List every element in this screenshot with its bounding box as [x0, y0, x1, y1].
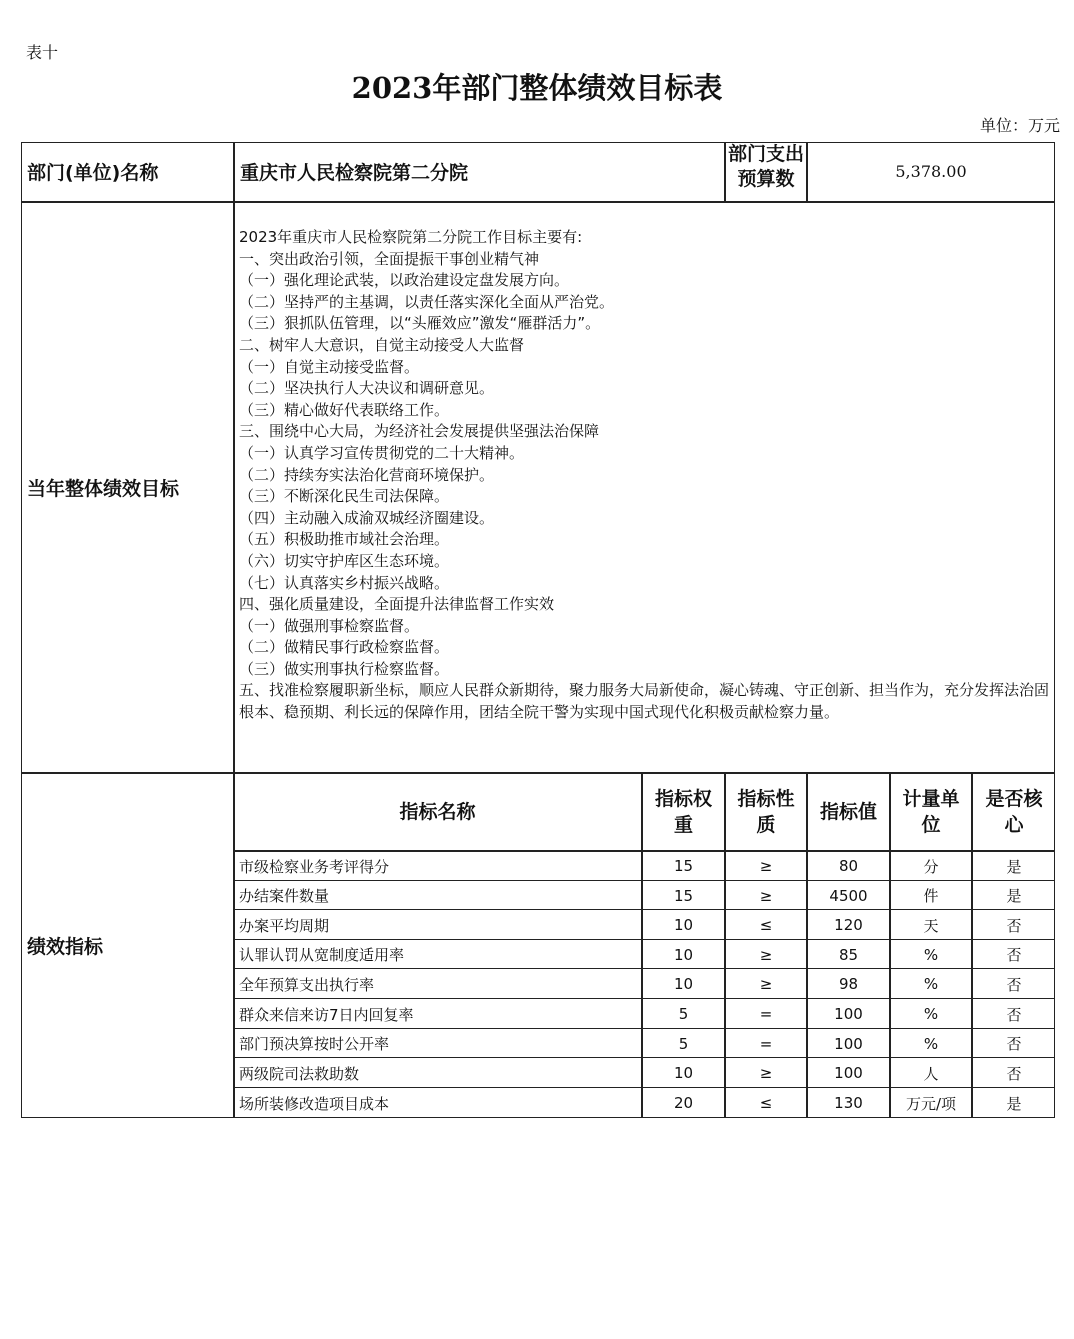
- goal-line: （三）做实刑事执行检察监督。: [239, 659, 450, 678]
- table-number-label: 表十: [26, 43, 59, 62]
- goal-line: （五）积极助推市域社会治理。: [239, 530, 450, 549]
- indicator-value: 100: [834, 1005, 863, 1023]
- indicator-unit: 万元/项: [905, 1094, 957, 1113]
- goal-final-paragraph: 五、找准检察履职新坐标，顺应人民群众新期待，聚力服务大局新使命，凝心铸魂、守正创新、担当作为，充分发挥法治固根本、稳预期、利长远的保障作用，团结全院干警为实现中国式现代化积极贡献检察力量。: [239, 681, 1050, 722]
- goal-line: （六）切实守护库区生态环境。: [239, 551, 450, 570]
- goals-label: 当年整体绩效目标: [27, 478, 180, 500]
- goal-line: （二）持续夯实法治化营商环境保护。: [239, 465, 495, 484]
- goal-line: （二）坚持严的主基调，以责任落实深化全面从严治党。: [239, 292, 615, 311]
- indicator-weight: 5: [678, 1005, 689, 1023]
- goal-line: （一）自觉主动接受监督。: [239, 357, 420, 376]
- indicator-weight: 10: [673, 945, 694, 964]
- header-indicator-weight: 指标权重: [654, 787, 712, 836]
- goal-line: （二）坚决执行人大决议和调研意见。: [239, 379, 495, 398]
- indicator-core: 否: [1006, 916, 1022, 935]
- indicator-nature: =: [759, 1034, 773, 1053]
- indicator-value: 130: [834, 1094, 863, 1112]
- indicator-name: 办结案件数量: [239, 887, 330, 905]
- indicator-nature: ≥: [759, 975, 773, 993]
- dept-name-value: 重庆市人民检察院第二分院: [240, 162, 469, 184]
- goal-line: （四）主动融入成渝双城经济圈建设。: [239, 508, 495, 527]
- indicator-nature: ≤: [759, 916, 773, 934]
- indicator-unit: %: [923, 1034, 939, 1053]
- indicator-weight: 15: [673, 857, 694, 875]
- goal-line: （一）认真学习宣传贯彻党的二十大精神。: [239, 443, 525, 462]
- indicator-core: 否: [1006, 1035, 1022, 1053]
- indicator-nature: ≤: [759, 1094, 773, 1112]
- indicator-name: 全年预算支出执行率: [239, 975, 375, 994]
- budget-label: 部门支出预算数: [728, 143, 805, 190]
- goal-line: 一、突出政治引领，全面提振干事创业精气神: [239, 249, 540, 268]
- indicator-name: 认罪认罚从宽制度适用率: [239, 946, 405, 964]
- goal-line: （二）做精民事行政检察监督。: [239, 638, 450, 657]
- goal-line: 四、强化质量建设，全面提升法律监督工作实效: [239, 595, 555, 614]
- goals-content: [239, 227, 1049, 724]
- indicator-weight: 10: [673, 916, 694, 934]
- indicator-nature: ≥: [759, 1064, 773, 1082]
- indicator-nature: =: [759, 1005, 773, 1023]
- divider: [21, 201, 1055, 203]
- header-indicator-name: 指标名称: [399, 800, 476, 823]
- indicator-unit: %: [923, 1005, 939, 1023]
- indicator-name: 部门预决算按时公开率: [239, 1035, 390, 1053]
- indicator-weight: 10: [673, 975, 694, 993]
- goal-line: （一）做强刑事检察监督。: [239, 616, 420, 635]
- dept-name-label: 部门(单位)名称: [27, 162, 159, 184]
- indicator-unit: %: [923, 945, 939, 964]
- indicator-value: 98: [838, 975, 859, 993]
- indicator-name: 群众来信来访7日内回复率: [239, 1005, 414, 1024]
- header-is-core: 是否核心: [985, 787, 1043, 836]
- budget-value: 5,378.00: [895, 162, 967, 181]
- indicator-unit: 人: [923, 1064, 939, 1083]
- header-indicator-nature: 指标性质: [737, 787, 795, 836]
- indicator-core: 否: [1006, 1005, 1022, 1024]
- indicator-core: 是: [1006, 1094, 1022, 1113]
- indicator-unit: %: [923, 975, 939, 993]
- indicator-unit: 件: [923, 887, 939, 905]
- indicator-value: 120: [834, 916, 863, 934]
- indicator-weight: 20: [673, 1094, 694, 1112]
- indicator-nature: ≥: [759, 886, 773, 905]
- indicator-value: 100: [834, 1034, 863, 1053]
- divider: [724, 142, 726, 202]
- goal-line: （三）精心做好代表联络工作。: [239, 400, 450, 419]
- indicator-core: 否: [1006, 1064, 1022, 1083]
- indicator-value: 4500: [829, 886, 868, 905]
- indicator-value: 100: [834, 1064, 863, 1082]
- indicator-unit: 分: [923, 857, 939, 876]
- indicator-name: 场所装修改造项目成本: [239, 1094, 390, 1113]
- page-title: 2023年部门整体绩效目标表: [351, 71, 723, 105]
- header-indicator-value: 指标值: [819, 800, 877, 823]
- indicator-nature: ≥: [759, 857, 773, 875]
- indicator-value: 85: [838, 945, 859, 964]
- header-measure-unit: 计量单位: [902, 787, 960, 836]
- indicator-weight: 15: [673, 886, 694, 905]
- indicator-weight: 5: [678, 1034, 689, 1053]
- indicator-core: 否: [1006, 975, 1022, 994]
- indicator-unit: 天: [923, 916, 939, 935]
- goal-line: （七）认真落实乡村振兴战略。: [239, 573, 450, 592]
- indicator-core: 是: [1006, 857, 1022, 876]
- indicator-nature: ≥: [759, 945, 773, 964]
- unit-label: 单位：万元: [980, 116, 1061, 135]
- indicator-value: 80: [838, 857, 859, 875]
- goal-line: （三）狠抓队伍管理，以“头雁效应”激发“雁群活力”。: [239, 314, 601, 333]
- indicators-label: 绩效指标: [27, 936, 104, 958]
- goal-line: 二、树牢人大意识，自觉主动接受人大监督: [239, 335, 525, 354]
- goal-line: （三）不断深化民生司法保障。: [239, 487, 450, 506]
- goal-line: （一）强化理论武装，以政治建设定盘发展方向。: [239, 271, 570, 290]
- divider: [233, 142, 235, 1118]
- indicator-name: 两级院司法救助数: [239, 1064, 360, 1083]
- goal-line: 2023年重庆市人民检察院第二分院工作目标主要有:: [239, 228, 583, 246]
- indicator-name: 办案平均周期: [239, 916, 330, 935]
- indicator-core: 否: [1006, 946, 1022, 964]
- indicator-core: 是: [1006, 887, 1022, 905]
- indicator-name: 市级检察业务考评得分: [239, 857, 390, 876]
- indicator-weight: 10: [673, 1064, 694, 1082]
- goal-line: 三、围绕中心大局，为经济社会发展提供坚强法治保障: [239, 422, 600, 441]
